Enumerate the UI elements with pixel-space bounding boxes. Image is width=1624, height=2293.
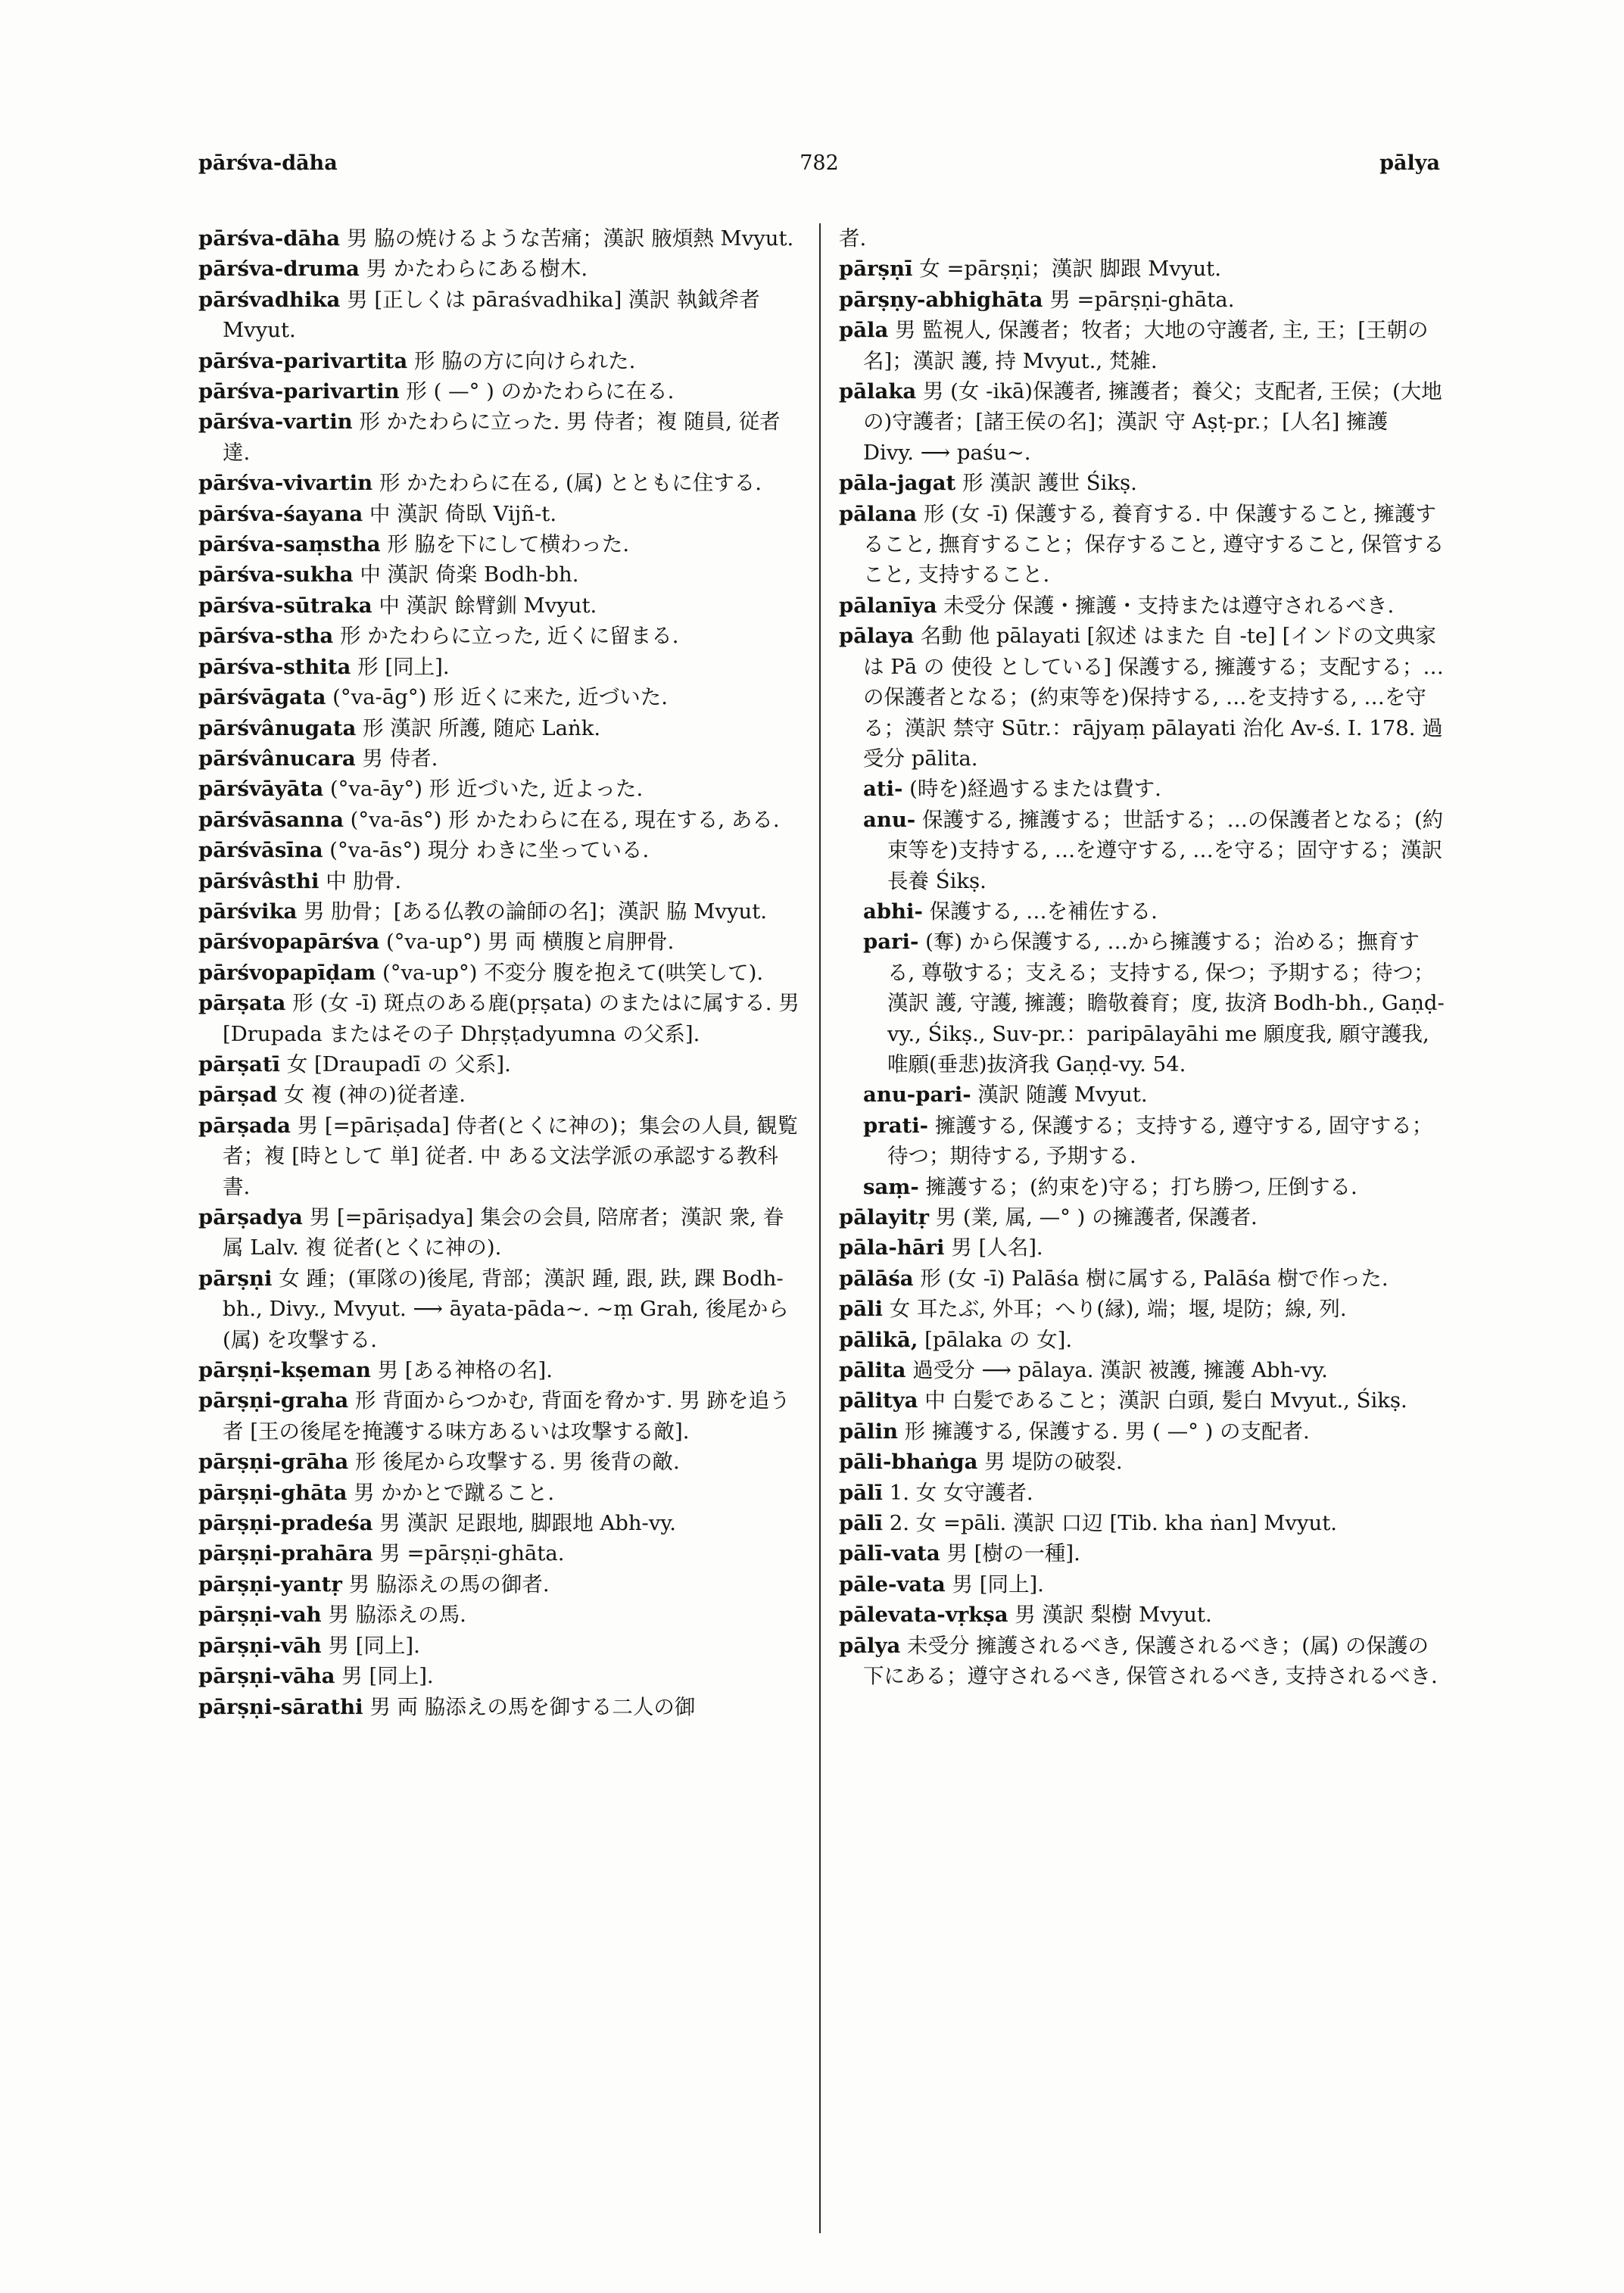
headword: pārśva-vartin <box>198 410 353 435</box>
dictionary-entry <box>198 223 804 254</box>
headword: pārśvāsanna <box>198 807 344 832</box>
dictionary-entry <box>839 1508 1445 1538</box>
sub-entry <box>839 1080 1445 1110</box>
definition: 女 踵；(軍隊の)後尾, 背部；漢訳 踵, 跟, 趺, 踝 Bodh-bh., Divy., Mvyut. ⟶ āyata-pāda~. ~ṃ Grah, 後尾から(属) を攻撃する. <box>223 1266 789 1352</box>
definition: 保護する, 擁護する；世話する；…の保護者となる；(約束等を)支持する, …を遵守する, …を守る；固守する；漢訳 長養 Śikṣ. <box>887 807 1444 893</box>
definition: 名動 他 pālayati [叙述 はまた 自 -te] [インドの文典家は Pā の 使役 としている] 保護する, 擁護する；支配する；…の保護者となる；(約束等を)保持する, …を支持する, …を守る；漢訳 禁守 Sūtr.：rājyaṃ pālayati 治化 Av-ś. I. 178. 過受分 pālita. <box>863 624 1444 771</box>
definition: 男 侍者. <box>355 746 438 771</box>
dictionary-entry <box>198 1569 804 1600</box>
definition: 男 肋骨；[ある仏教の論師の名]；漢訳 脇 Mvyut. <box>297 899 767 924</box>
headword: pārṣṇi-prahāra <box>198 1541 373 1566</box>
dictionary-entry <box>198 559 804 590</box>
definition: 形 擁護する, 保護する. 男 ( —° ) の支配者. <box>897 1419 1310 1444</box>
definition: 形 かたわらに在る, (属) とともに住する. <box>372 471 762 496</box>
dictionary-entry <box>198 1692 804 1722</box>
headword: pārśva-druma <box>198 257 360 282</box>
definition: 男 [同上]. <box>335 1664 434 1689</box>
dictionary-entry <box>839 1569 1445 1600</box>
dictionary-entry <box>198 835 804 865</box>
definition: 男 脇添えの馬の御者. <box>341 1572 550 1597</box>
definition: (°va-ās°) 現分 わきに坐っている. <box>323 838 650 863</box>
definition: (°va-āy°) 形 近づいた, 近よった. <box>323 777 644 802</box>
page-number: 782 <box>800 151 839 175</box>
dictionary-entry <box>198 376 804 407</box>
headword: pārśva-parivartita <box>198 348 408 373</box>
definition: 形 (女 -ī) Palāśa 樹に属する, Palāśa 樹で作った. <box>913 1266 1389 1291</box>
dictionary-entry <box>839 1263 1445 1294</box>
headword: pālāśa <box>839 1266 914 1291</box>
headword: pāli-bhaṅga <box>839 1450 978 1475</box>
definition: 1. 女 女守護者. <box>882 1480 1033 1505</box>
definition: 女 [Draupadī の 父系]. <box>280 1051 511 1076</box>
definition: 男 両 脇添えの馬を御する二人の御 <box>363 1694 696 1719</box>
sub-entry <box>839 774 1445 804</box>
dictionary-entry <box>198 1538 804 1569</box>
dictionary-entry <box>198 927 804 957</box>
dictionary-entry <box>198 590 804 621</box>
dictionary-entry <box>198 1355 804 1385</box>
definition: 男 [正しくは pāraśvadhika] 漢訳 執鉞斧者 Mvyut. <box>223 287 760 343</box>
definition: (°va-up°) 男 両 横腹と肩胛骨. <box>379 930 675 955</box>
headword: pārṣṇi-pradeśa <box>198 1511 373 1536</box>
headword: pārṣṇi-vah <box>198 1603 322 1628</box>
dictionary-entry <box>839 1355 1445 1385</box>
headword: pārśvāgata <box>198 685 326 710</box>
headword: pārṣṇi-kṣeman <box>198 1358 371 1383</box>
headword: pālikā, <box>839 1327 918 1352</box>
headword: pārśvopapīḍam <box>198 960 376 985</box>
definition: (°va-up°) 不変分 腹を抱えて(哄笑して). <box>376 960 764 985</box>
dictionary-entry <box>198 988 804 1049</box>
headword: pāla-hāri <box>839 1235 945 1260</box>
headword: pālī <box>839 1511 883 1536</box>
headword: pārṣadya <box>198 1205 303 1229</box>
definition: 中 白髪であること；漢訳 白頭, 髪白 Mvyut., Śikṣ. <box>918 1388 1407 1413</box>
headword: pārśvâsthi <box>198 868 320 893</box>
definition: 形 (女 -ī) 保護する, 養育する. 中 保護すること, 擁護すること, 撫育すること；保存すること, 遵守すること, 保管すること, 支持すること. <box>863 501 1445 587</box>
sub-entry <box>839 927 1445 1080</box>
dictionary-entry <box>198 1080 804 1110</box>
headword: pārśvânucara <box>198 746 356 771</box>
dictionary-entry <box>198 1478 804 1508</box>
headword: pāla <box>839 318 889 343</box>
headword: pārśva-saṃstha <box>198 532 381 557</box>
headword: pālita <box>839 1358 906 1383</box>
definition: 擁護する, 保護する；支持する, 遵守する, 固守する；待つ；期待する, 予期する. <box>887 1113 1433 1169</box>
headword: pārśva-dāha <box>198 226 341 251</box>
sub-entry <box>839 896 1445 927</box>
column-divider <box>819 223 821 2233</box>
definition: 形 かたわらに立った. 男 侍者；複 随員, 従者達. <box>223 410 781 465</box>
dictionary-entry <box>198 1049 804 1080</box>
dictionary-entry <box>839 1294 1445 1324</box>
dictionary-entry <box>198 529 804 559</box>
headword: pārṣada <box>198 1113 291 1138</box>
headword: pārṣṇi-sārathi <box>198 1694 363 1719</box>
dictionary-entry <box>839 590 1445 621</box>
dictionary-entry <box>198 407 804 468</box>
headword: saṃ- <box>863 1174 919 1199</box>
dictionary-entry <box>198 1631 804 1661</box>
definition: 形 背面からつかむ, 背面を脅かす. 男 跡を追う者 [王の後尾を掩護する味方あるいは攻撃する敵]. <box>223 1388 790 1444</box>
definition: 者. <box>839 226 867 251</box>
headword: pārṣṇi <box>198 1266 273 1291</box>
definition: 未受分 擁護されるべき, 保護されるべき；(属) の保護の下にある；遵守されるべき, 保管されるべき, 支持されるべき. <box>863 1633 1438 1689</box>
dictionary-entry <box>839 1538 1445 1569</box>
dictionary-entry <box>839 621 1445 774</box>
headword: pārṣṇy-abhighāta <box>839 287 1043 312</box>
definition: 形 漢訳 護世 Śikṣ. <box>955 471 1137 496</box>
dictionary-entry <box>839 1631 1445 1692</box>
headword: pārśvânugata <box>198 715 357 740</box>
definition: 形 脇を下にして横わった. <box>380 532 630 557</box>
dictionary-entry <box>839 1325 1445 1355</box>
definition: [pālaka の 女]. <box>918 1327 1073 1352</box>
definition: 男 脇添えの馬. <box>321 1603 466 1628</box>
dictionary-entry <box>198 285 804 346</box>
definition: 中 漢訳 餘臂釧 Mvyut. <box>372 593 597 618</box>
definition: 中 肋骨. <box>319 868 402 893</box>
definition: 形 後尾から攻撃する. 男 後背の敵. <box>348 1450 680 1475</box>
headword: pālitya <box>839 1388 918 1413</box>
definition: 男 [=pāriṣadya] 集会の会員, 陪席者；漢訳 衆, 眷属 Lalv. 複 従者(とくに神の). <box>223 1205 784 1260</box>
right-column <box>839 223 1445 1692</box>
definition: 男 脇の焼けるような苦痛；漢訳 腋煩熱 Mvyut. <box>340 226 794 251</box>
dictionary-entry <box>198 743 804 774</box>
headword: pālevata-vṛkṣa <box>839 1603 1008 1628</box>
dictionary-entry <box>839 376 1445 468</box>
dictionary-entry <box>839 1600 1445 1630</box>
headword: pālī <box>839 1480 883 1505</box>
definition: (°va-āg°) 形 近くに来た, 近づいた. <box>326 685 669 710</box>
dictionary-entry <box>839 1478 1445 1508</box>
dictionary-entry <box>198 774 804 804</box>
definition: 男 (業, 属, —° ) の擁護者, 保護者. <box>928 1205 1258 1229</box>
headword: pārśva-stha <box>198 624 334 649</box>
dictionary-entry <box>198 1661 804 1691</box>
headword: pārśva-parivartin <box>198 379 400 404</box>
headword: pālya <box>839 1633 901 1658</box>
headword: pālin <box>839 1419 898 1444</box>
headword: pāle-vata <box>839 1572 946 1597</box>
dictionary-entry <box>198 1111 804 1202</box>
dictionary-entry <box>839 1385 1445 1416</box>
headword: pārśvāyāta <box>198 777 324 802</box>
dictionary-entry <box>198 713 804 743</box>
dictionary-entry <box>839 1447 1445 1477</box>
headword: anu- <box>863 807 916 832</box>
dictionary-entry <box>198 1508 804 1538</box>
definition: 形 [同上]. <box>351 654 450 679</box>
definition: 形 かたわらに立った, 近くに留まる. <box>333 624 679 649</box>
headword: abhi- <box>863 899 923 924</box>
definition: 過受分 ⟶ pālaya. 漢訳 被護, 擁護 Abh-vy. <box>906 1358 1328 1383</box>
dictionary-entry <box>198 1447 804 1477</box>
definition: 男 [樹の一種]. <box>940 1541 1080 1566</box>
headword: pārśvāsīna <box>198 838 323 863</box>
left-column <box>198 223 804 1722</box>
definition: 男 [同上]. <box>321 1633 420 1658</box>
right-guide-word: pālya <box>1379 151 1440 175</box>
dictionary-entry <box>198 652 804 682</box>
headword: pālana <box>839 501 918 526</box>
dictionary-entry <box>198 682 804 712</box>
dictionary-entry <box>198 1263 804 1355</box>
headword: pārṣṇi-grāha <box>198 1450 349 1475</box>
definition: 擁護する；(約束を)守る；打ち勝つ, 圧倒する. <box>918 1174 1357 1199</box>
headword: anu-pari- <box>863 1083 971 1108</box>
dictionary-entry <box>198 1385 804 1447</box>
headword: pārśva-sukha <box>198 562 354 587</box>
definition: 保護する, …を補佐する. <box>922 899 1158 924</box>
definition: 女 耳たぶ, 外耳；へり(縁), 端；堰, 堤防；線, 列. <box>882 1297 1347 1322</box>
dictionary-entry <box>198 621 804 651</box>
definition: 形 (女 -ī) 斑点のある鹿(pṛṣata) のまたはに属する. 男 [Drupada またはその子 Dhṛṣṭadyumna の父系]. <box>223 991 800 1046</box>
sub-entry <box>839 1111 1445 1172</box>
headword: pālanīya <box>839 593 937 618</box>
definition: 男 =pārṣṇi-ghāta. <box>372 1541 565 1566</box>
definition: 男 [=pāriṣada] 侍者(とくに神の)；集会の人員, 観覧者；複 [時として 単] 従者. 中 ある文法学派の承認する教科書. <box>223 1113 799 1199</box>
dictionary-entry <box>198 346 804 376</box>
dictionary-entry <box>198 866 804 896</box>
definition: 男 (女 -ikā)保護者, 擁護者；養父；支配者, 王侯；(大地の)守護者；[諸王侯の名]；漢訳 守 Aṣṭ-pr.；[人名] 擁護 Divy. ⟶ paśu~. <box>863 379 1442 465</box>
dictionary-entry <box>839 468 1445 498</box>
headword: pārśvika <box>198 899 298 924</box>
definition: 男 漢訳 梨樹 Mvyut. <box>1008 1603 1212 1628</box>
definition: 男 監視人, 保護者；牧者；大地の守護者, 主, 王；[王朝の名]；漢訳 護, 持 Mvyut., 梵雑. <box>863 318 1429 373</box>
dictionary-entry <box>198 499 804 529</box>
headword: pārśva-vivartin <box>198 471 373 496</box>
dictionary-entry <box>839 499 1445 590</box>
headword: pālaka <box>839 379 917 404</box>
dictionary-entry <box>839 285 1445 315</box>
headword: pārṣṇi-yantṛ <box>198 1572 342 1597</box>
headword: pārśva-sūtraka <box>198 593 372 618</box>
dictionary-entry <box>839 315 1445 376</box>
headword: ati- <box>863 777 903 802</box>
headword: pāli <box>839 1297 883 1322</box>
headword: pālaya <box>839 624 915 649</box>
definition: 未受分 保護・擁護・支持または遵守されるべき. <box>937 593 1395 618</box>
definition: 男 [ある神格の名]. <box>370 1358 553 1383</box>
dictionary-entry <box>198 1600 804 1630</box>
dictionary-entry <box>839 1202 1445 1232</box>
dictionary-entry <box>198 958 804 988</box>
headword: pārśvopapārśva <box>198 930 380 955</box>
headword: pāla-jagat <box>839 471 956 496</box>
headword: pārśva-sthita <box>198 654 351 679</box>
sub-entry <box>839 1172 1445 1202</box>
dictionary-entry <box>839 254 1445 284</box>
definition: 男 =pārṣṇi-ghāta. <box>1043 287 1235 312</box>
page-header <box>198 151 1440 182</box>
headword: pari- <box>863 930 919 955</box>
definition: 形 漢訳 所護, 随応 Laṅk. <box>356 715 601 740</box>
headword: pārṣatī <box>198 1051 280 1076</box>
dictionary-entry <box>198 896 804 927</box>
headword: pārṣata <box>198 991 286 1016</box>
headword: pālī-vata <box>839 1541 940 1566</box>
dictionary-entry <box>198 468 804 498</box>
definition: (時を)経過するまたは費す. <box>902 777 1161 802</box>
headword: pārṣṇī <box>839 257 913 282</box>
definition: 2. 女 =pāli. 漢訳 口辺 [Tib. kha ṅan] Mvyut. <box>882 1511 1337 1536</box>
dictionary-entry <box>198 805 804 835</box>
headword: pārśva-śayana <box>198 501 363 526</box>
definition: 形 ( —° ) のかたわらに在る. <box>399 379 675 404</box>
dictionary-entry <box>839 1416 1445 1447</box>
definition: 男 [同上]. <box>945 1572 1044 1597</box>
definition: 中 漢訳 倚楽 Bodh-bh. <box>353 562 579 587</box>
headword: pārṣṇi-graha <box>198 1388 349 1413</box>
headword: pārṣad <box>198 1083 278 1108</box>
headword: pārṣṇi-vāh <box>198 1633 322 1658</box>
definition: 形 脇の方に向けられた. <box>407 348 636 373</box>
definition: 男 [人名]. <box>944 1235 1043 1260</box>
definition: 漢訳 随護 Mvyut. <box>971 1083 1148 1108</box>
definition: 男 かかとで蹴ること. <box>347 1480 555 1505</box>
definition: (奪) から保護する, …から擁護する；治める；撫育する, 尊敬する；支える；支持する, 保つ；予期する；待つ；漢訳 護, 守護, 擁護；瞻敬養育；度, 抜済 Bodh-bh., Gaṇḍ-vy., Śikṣ., Suv-pr.：paripālayāhi me 願度我, 願守護我, 唯願(垂悲)抜済我 Gaṇḍ-vy. 54. <box>887 930 1445 1076</box>
headword: pārṣṇi-ghāta <box>198 1480 348 1505</box>
dictionary-entry <box>839 1232 1445 1263</box>
definition: (°va-ās°) 形 かたわらに在る, 現在する, ある. <box>343 807 780 832</box>
headword: pārṣṇi-vāha <box>198 1664 335 1689</box>
headword: prati- <box>863 1113 929 1138</box>
definition: 中 漢訳 倚臥 Vijñ-t. <box>363 501 557 526</box>
dictionary-entry <box>198 254 804 284</box>
definition: 男 かたわらにある樹木. <box>359 257 588 282</box>
headword: pārśvadhika <box>198 287 341 312</box>
definition: 男 堤防の破裂. <box>977 1450 1123 1475</box>
headword: pālayitṛ <box>839 1205 929 1229</box>
definition: 女 複 (神の)従者達. <box>277 1083 466 1108</box>
dictionary-entry <box>198 1202 804 1263</box>
sub-entry <box>839 805 1445 896</box>
left-guide-word: pārśva-dāha <box>198 151 338 175</box>
dictionary-entry <box>839 223 1445 254</box>
definition: 男 漢訳 足跟地, 脚跟地 Abh-vy. <box>372 1511 677 1536</box>
definition: 女 =pārṣṇi；漢訳 脚跟 Mvyut. <box>912 257 1221 282</box>
